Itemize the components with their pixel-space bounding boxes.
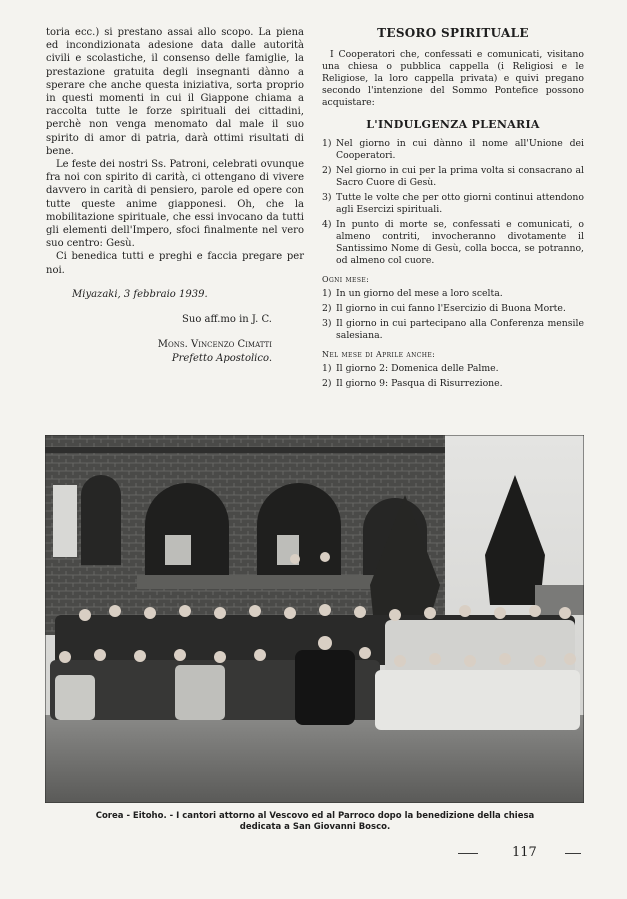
list-item (322, 363, 584, 375)
monthly-list (322, 288, 584, 342)
item-number: 2) (322, 378, 332, 389)
body-paragraph-1: toria ecc.) si prestano assai allo scopo. La piena ed incondizionata adesione data dalle autorità civili e scolastiche, il consenso delle famiglie, la prestazione gratuita degli insegnanti dànno a sperare che anche questa iniziativa, sorta proprio in questi momenti in cui il Giappone chiama a raccolta tutte le forze spirituali dei cittadini, perchè non venga menomato dal male il suo spirito di amor di patria, darà ottimi risultati di bene. (46, 27, 304, 157)
item-number: 1) (322, 363, 332, 374)
item-number: 3) (322, 318, 332, 329)
folio-dash-right (565, 853, 581, 854)
monthly-label: Ogni mese: (322, 275, 370, 284)
signatory-title: Prefetto Apostolico. (171, 352, 272, 364)
item-text: Il giorno in cui fanno l'Esercizio di Buona Morte. (336, 303, 566, 314)
list-item (322, 219, 584, 267)
indulgence-subheading: L'INDULGENZA PLENARIA (366, 118, 540, 131)
body-paragraph-2: Le feste dei nostri Ss. Patroni, celebrati ovunque fra noi con spirito di carità, ci ottengano di vivere davvero in carità di pensiero, parole ed opere con tutte queste anime giapponesi. Oh, che la mobilitazione spirituale, che essi invocano da tutti gli elementi dell'Impero, sfoci finalmente nel vero suo centro: Gesù. (46, 159, 304, 250)
list-item (322, 303, 584, 315)
photo-caption-line-1: Corea - Eitoho. - I cantori attorno al Vescovo ed al Parroco dopo la benedizione della chiesa (95, 811, 535, 821)
photo-caption (60, 811, 570, 833)
page-number: 117 (512, 845, 537, 860)
april-label: Nel mese di Aprile anche: (322, 350, 436, 359)
signatory-name: Mons. Vincenzo Cimatti (157, 338, 272, 350)
item-number: 3) (322, 192, 332, 203)
list-item (322, 288, 584, 300)
item-number: 4) (322, 219, 332, 230)
list-item (322, 378, 584, 390)
item-number: 1) (322, 138, 332, 149)
list-item (322, 138, 584, 162)
intro-paragraph: I Cooperatori che, confessati e comunicati, visitano una chiesa o pubblica cappella (i Religiosi e le Religiose, la loro cappella privata) e quivi pregano secondo l'intenzione del Sommo Pontefice possono acquistare: (322, 49, 584, 108)
list-item (322, 165, 584, 189)
body-paragraph-3: Ci benedica tutti e preghi e faccia pregare per noi. (46, 251, 304, 276)
april-list (322, 363, 584, 390)
item-text: In un giorno del mese a loro scelta. (336, 288, 503, 299)
item-text: In punto di morte se, confessati e comunicati, o almeno contriti, invocheranno divotamente il Santissimo Nome di Gesù, colla bocca, se potranno, od almeno col cuore. (336, 219, 584, 266)
section-heading: TESORO SPIRITUALE (377, 26, 529, 40)
item-text: Tutte le volte che per otto giorni continui attendono agli Esercizi spirituali. (336, 192, 584, 215)
right-column (322, 26, 584, 393)
letter-date: Miyazaki, 3 febbraio 1939. (72, 288, 208, 300)
item-text: Nel giorno in cui dànno il nome all'Unione dei Cooperatori. (336, 138, 584, 161)
photo-caption-line-2: dedicata a San Giovanni Bosco. (239, 822, 391, 832)
item-text: Il giorno 2: Domenica delle Palme. (336, 363, 499, 374)
item-text: Nel giorno in cui per la prima volta si consacrano al Sacro Cuore di Gesù. (336, 165, 584, 188)
item-text: Il giorno 9: Pasqua di Risurrezione. (336, 378, 503, 389)
letter-greeting: Suo aff.mo in J. C. (182, 313, 272, 325)
item-text: Il giorno in cui partecipano alla Conferenza mensile salesiana. (336, 318, 584, 341)
item-number: 2) (322, 165, 332, 176)
folio-dash-left (458, 853, 478, 854)
item-number: 2) (322, 303, 332, 314)
group-photo (45, 435, 584, 803)
list-item (322, 318, 584, 342)
indulgence-list (322, 138, 584, 267)
left-column (46, 26, 304, 364)
item-number: 1) (322, 288, 332, 299)
list-item (322, 192, 584, 216)
